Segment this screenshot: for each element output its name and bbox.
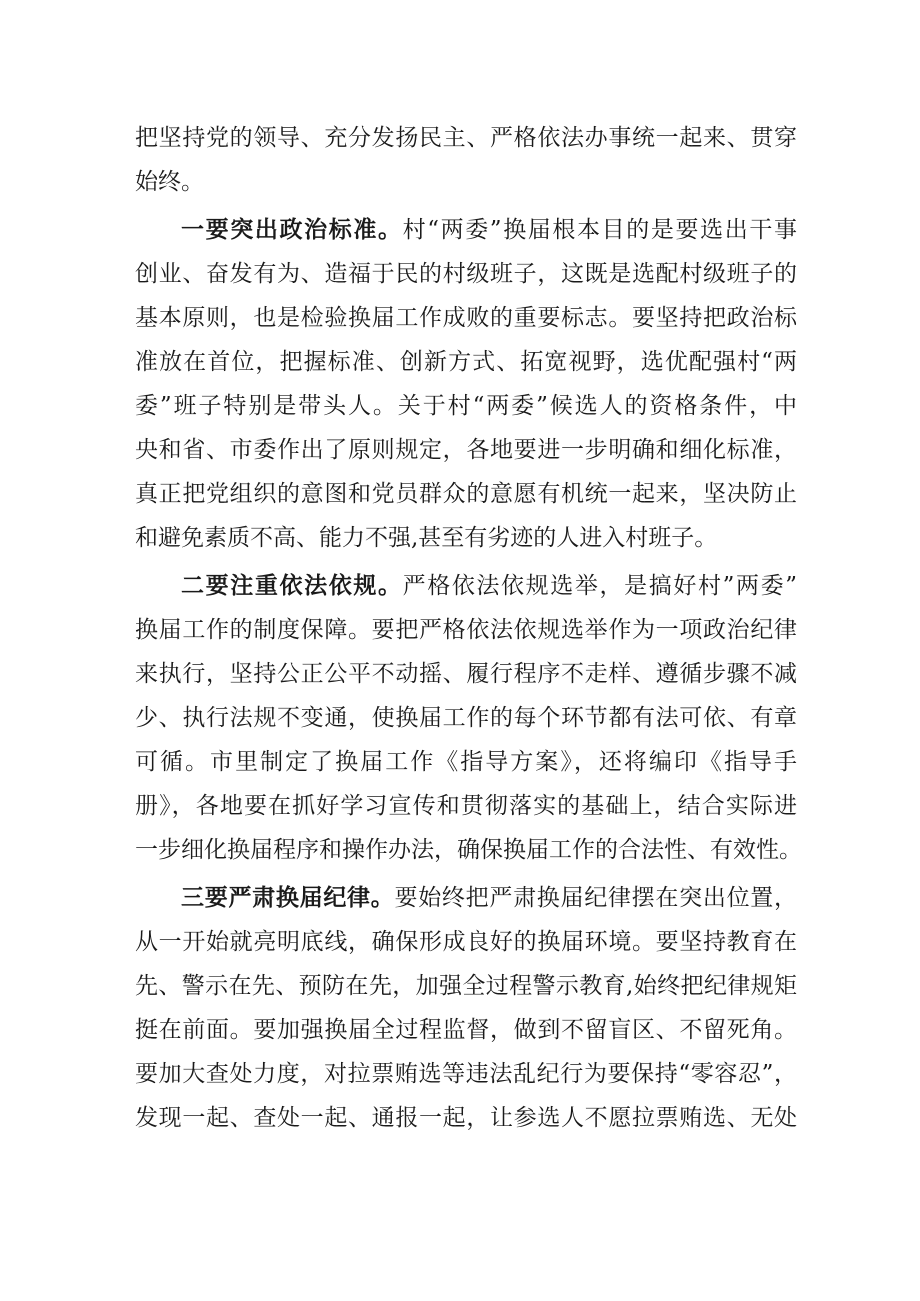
text-line: 真正把党组织的意图和党员群众的意愿有机统一起来，坚决防止 <box>135 481 797 507</box>
text-line: 先、警示在先、预防在先，加强全过程警示教育,始终把纪律规矩 <box>135 973 797 999</box>
text-line <box>135 564 797 608</box>
text-line: 少、执行法规不变通，使换届工作的每个环节都有法可依、有章 <box>135 705 797 731</box>
paragraph-election-discipline <box>135 876 797 1140</box>
text-line: 来执行，坚持公正公平不动摇、履行程序不走样、遵循步骤不减 <box>135 661 797 687</box>
section-heading: 三要严肃换届纪律。 <box>181 885 395 911</box>
text-line: 换届工作的制度保障。要把严格依法依规选举作为一项政治纪律 <box>135 617 797 643</box>
text-line: 发现一起、查处一起、通报一起，让参选人不愿拉票贿选、无处 <box>135 1105 797 1131</box>
text-line: 创业、奋发有为、造福于民的村级班子，这既是选配村级班子的 <box>135 261 797 287</box>
text-line: 和避免素质不高、能力不强,甚至有劣迹的人进入村班子。 <box>135 525 718 551</box>
text-line <box>135 876 797 920</box>
text-line: 一步细化换届程序和操作办法，确保换届工作的合法性、有效性。 <box>135 837 802 863</box>
text-line: 册》，各地要在抓好学习宣传和贯彻落实的基础上，结合实际进 <box>135 793 797 819</box>
paragraph-continuation <box>135 116 797 204</box>
section-heading: 一要突出政治标准。 <box>181 217 403 243</box>
text-line: 把坚持党的领导、充分发扬民主、严格依法办事统一起来、贯穿 <box>135 125 797 151</box>
text-line: 从一开始就亮明底线，确保形成良好的换届环境。要坚持教育在 <box>135 929 797 955</box>
text-run: 村“两委”换届根本目的是要选出干事 <box>402 217 797 243</box>
section-heading: 二要注重依法依规。 <box>181 573 403 599</box>
paragraph-political-standard <box>135 208 797 560</box>
text-line: 挺在前面。要加强换届全过程监督，做到不留盲区、不留死角。 <box>135 1017 797 1043</box>
document-body <box>135 116 802 1140</box>
text-line: 委”班子特别是带头人。关于村“两委”候选人的资格条件，中 <box>135 393 797 419</box>
text-run: 严格依法依规选举，是搞好村”两委” <box>402 573 797 599</box>
text-line: 可循。市里制定了换届工作《指导方案》，还将编印《指导手 <box>135 749 797 775</box>
text-line: 始终。 <box>135 169 204 195</box>
text-run: 要始终把严肃换届纪律摆在突出位置， <box>394 885 798 911</box>
text-line: 准放在首位，把握标准、创新方式、拓宽视野，选优配强村“两 <box>135 349 797 375</box>
text-line: 基本原则，也是检验换届工作成败的重要标志。要坚持把政治标 <box>135 305 797 331</box>
text-line: 央和省、市委作出了原则规定，各地要进一步明确和细化标准， <box>135 437 797 463</box>
paragraph-law-compliance <box>135 564 802 872</box>
text-line <box>135 208 797 252</box>
text-line: 要加大查处力度，对拉票贿选等违法乱纪行为要保持“零容忍”， <box>135 1061 797 1087</box>
